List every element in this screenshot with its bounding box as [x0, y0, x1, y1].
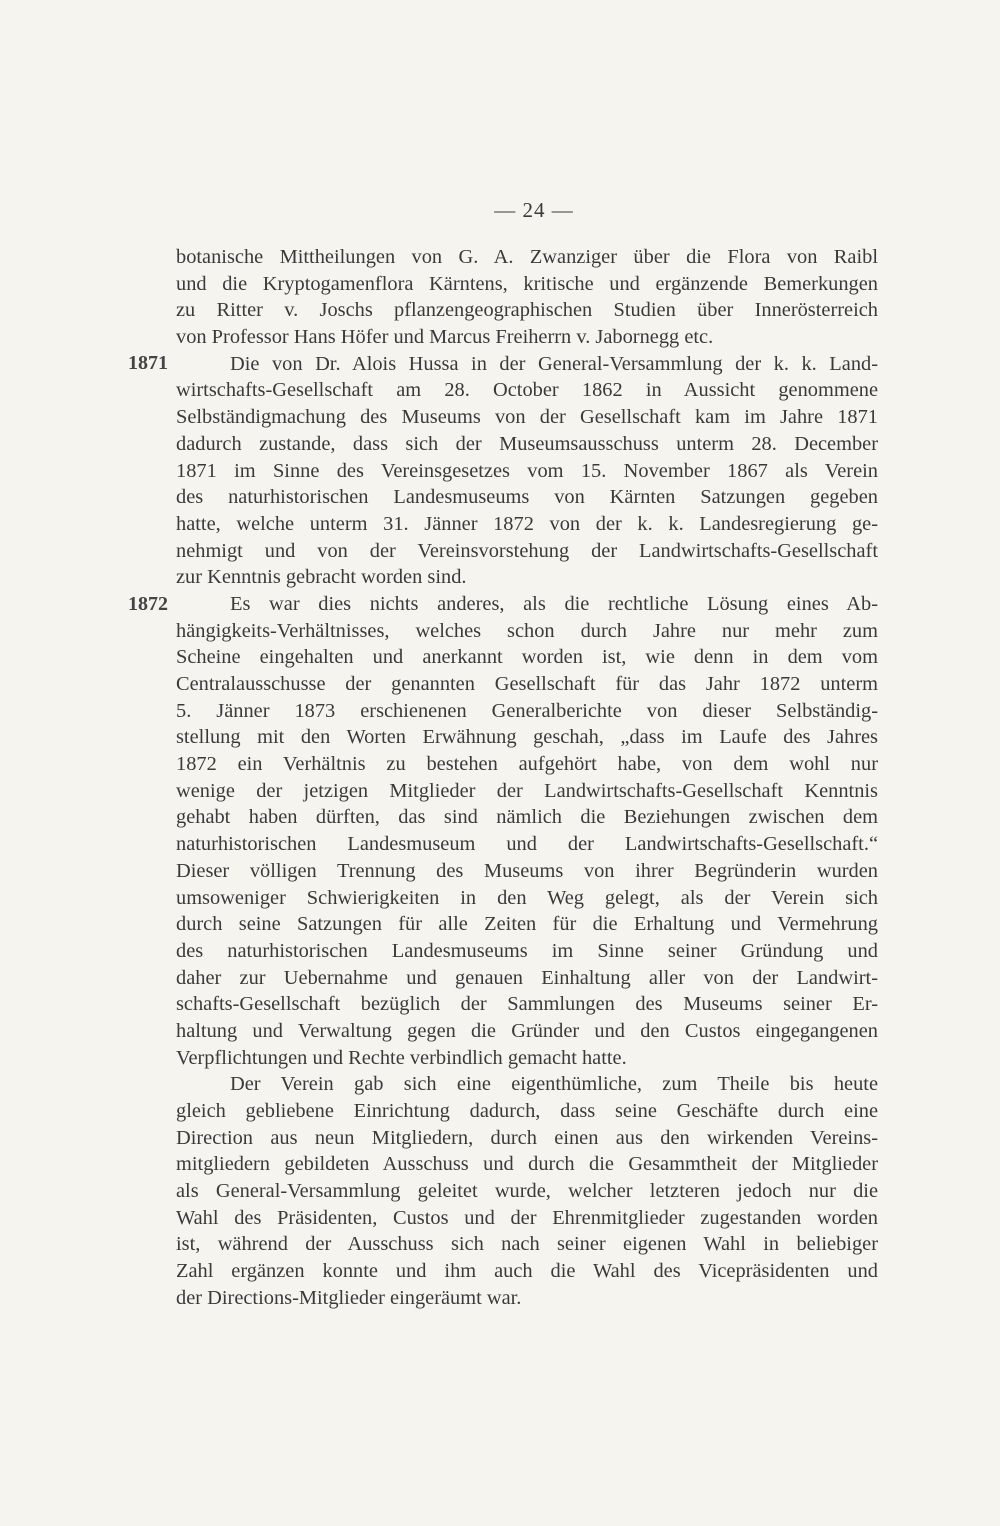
text-line: wirtschafts-Gesellschaft am 28. October 1862 in Aussicht genommene: [176, 379, 878, 402]
text-line: gleich gebliebene Einrichtung dadurch, dass seine Geschäfte durch eine: [176, 1100, 878, 1122]
text-line: daher zur Uebernahme und genauen Einhaltung aller von der Landwirt-: [176, 966, 878, 989]
text-line: Dieser völligen Trennung des Museums von ihrer Begründerin wurden: [176, 859, 878, 882]
text-line: als General-Versammlung geleitet wurde, welcher letzteren jedoch nur die: [176, 1180, 878, 1203]
text-line: stellung mit den Worten Erwähnung geschah, „dass im Laufe des Jahres: [176, 726, 878, 749]
text-line: des naturhistorischen Landesmuseums im Sinne seiner Gründung und: [176, 939, 878, 962]
text-line: Selbständigmachung des Museums von der Gesellschaft kam im Jahre 1871: [176, 406, 878, 429]
text-line: Die von Dr. Alois Hussa in der General-Versammlung der k. k. Land-: [230, 352, 878, 375]
text-line: Scheine eingehalten und anerkannt worden ist, wie denn in dem vom: [176, 646, 878, 669]
text-line: haltung und Verwaltung gegen die Gründer und den Custos eingegangenen: [176, 1019, 878, 1042]
text-line: 5. Jänner 1873 erschienenen Generalberichte von dieser Selbständig-: [176, 699, 878, 722]
text-line: von Professor Hans Höfer und Marcus Freiherrn v. Jabornegg etc.: [176, 326, 714, 349]
text-line: nehmigt und von der Vereinsvorstehung der Landwirtschafts-Gesellschaft: [176, 539, 878, 562]
year-marker-1871: 1871: [128, 352, 168, 374]
text-line: Es war dies nichts anderes, als die rechtliche Lösung eines Ab-: [230, 592, 878, 615]
text-line: wenige der jetzigen Mitglieder der Landwirtschafts-Gesellschaft Kenntnis: [176, 779, 878, 802]
text-line: der Directions-Mitglieder eingeräumt war.: [176, 1286, 522, 1309]
text-line: 1872 ein Verhältnis zu bestehen aufgehört habe, von dem wohl nur: [176, 753, 878, 776]
text-line: naturhistorischen Landesmuseum und der Landwirtschafts-Gesellschaft.“: [176, 833, 878, 856]
text-line: durch seine Satzungen für alle Zeiten für die Erhaltung und Vermehrung: [176, 913, 878, 936]
text-line: 1871 im Sinne des Vereinsgesetzes vom 15. November 1867 als Verein: [176, 459, 878, 482]
text-line: Der Verein gab sich eine eigenthümliche, zum Theile bis heute: [230, 1073, 878, 1096]
text-line: des naturhistorischen Landesmuseums von Kärnten Satzungen gegeben: [176, 486, 878, 509]
text-line: schafts-Gesellschaft bezüglich der Sammlungen des Museums seiner Er-: [176, 993, 878, 1016]
text-line: Centralausschusse der genannten Gesellschaft für das Jahr 1872 unterm: [176, 673, 878, 695]
text-line: Direction aus neun Mitgliedern, durch einen aus den wirkenden Vereins-: [176, 1126, 878, 1149]
page-number: — 24 —: [494, 198, 574, 222]
body-text: [176, 244, 878, 1312]
text-line: mitgliedern gebildeten Ausschuss und durch die Gesammtheit der Mitglieder: [176, 1153, 878, 1176]
text-line: gehabt haben dürften, das sind nämlich die Beziehungen zwischen dem: [176, 806, 878, 829]
text-line: dadurch zustande, dass sich der Museumsausschuss unterm 28. December: [176, 432, 878, 455]
text-line: und die Kryptogamenflora Kärntens, kritische und ergänzende Bemerkungen: [176, 272, 878, 295]
text-line: botanische Mittheilungen von G. A. Zwanziger über die Flora von Raibl: [176, 246, 878, 268]
text-line: hängigkeits-Verhältnisses, welches schon durch Jahre nur mehr zum: [176, 619, 878, 642]
text-line: hatte, welche unterm 31. Jänner 1872 von der k. k. Landesregierung ge-: [176, 512, 878, 535]
text-line: umsoweniger Schwierigkeiten in den Weg gelegt, als der Verein sich: [176, 886, 878, 909]
text-line: ist, während der Ausschuss sich nach seiner eigenen Wahl in beliebiger: [176, 1233, 878, 1256]
year-marker-1872: 1872: [128, 593, 168, 615]
text-line: zu Ritter v. Joschs pflanzengeographischen Studien über Innerösterreich: [176, 299, 878, 322]
text-line: Verpflichtungen und Rechte verbindlich gemacht hatte.: [176, 1046, 627, 1069]
text-line: Zahl ergänzen konnte und ihm auch die Wahl des Vicepräsidenten und: [176, 1260, 878, 1283]
text-line: zur Kenntnis gebracht worden sind.: [176, 566, 467, 589]
text-line: Wahl des Präsidenten, Custos und der Ehrenmitglieder zugestanden worden: [176, 1206, 878, 1229]
